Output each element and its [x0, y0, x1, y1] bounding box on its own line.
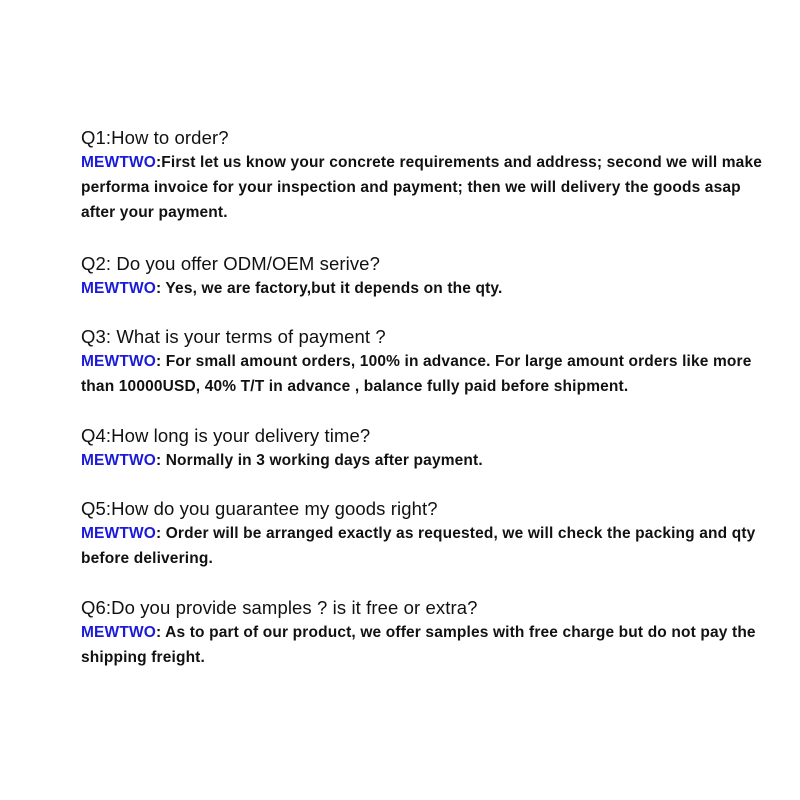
- faq-question: Q6:Do you provide samples ? is it free or extra?: [81, 597, 478, 618]
- faq-answer: [81, 620, 771, 670]
- brand-name: MEWTWO: [81, 624, 156, 641]
- faq-item: [81, 252, 503, 301]
- faq-item: [81, 596, 771, 670]
- faq-answer-text: : Order will be arranged exactly as requested, we will check the packing and qty before delivering.: [81, 525, 756, 567]
- brand-name: MEWTWO: [81, 452, 156, 469]
- faq-item: [81, 497, 771, 571]
- brand-name: MEWTWO: [81, 280, 156, 297]
- faq-question: Q5:How do you guarantee my goods right?: [81, 498, 438, 519]
- faq-answer: [81, 150, 771, 225]
- faq-answer: [81, 448, 483, 473]
- faq-answer-text: : For small amount orders, 100% in advance. For large amount orders like more than 10000USD, 40% T/T in advance , balance fully paid before shipment.: [81, 353, 752, 395]
- faq-answer-text: :First let us know your concrete requirements and address; second we will make performa invoice for your inspection and payment; then we will delivery the goods asap after your payment.: [81, 154, 762, 221]
- faq-answer-text: : Yes, we are factory,but it depends on the qty.: [155, 280, 503, 297]
- brand-name: MEWTWO: [81, 525, 156, 542]
- faq-question: Q2: Do you offer ODM/OEM serive?: [81, 253, 380, 274]
- brand-name: MEWTWO: [81, 154, 156, 171]
- faq-answer: [81, 349, 771, 399]
- faq-answer-text: : Normally in 3 working days after payment.: [155, 452, 483, 469]
- faq-item: [81, 126, 771, 225]
- faq-answer-text: : As to part of our product, we offer samples with free charge but do not pay the shipping freight.: [81, 624, 756, 666]
- faq-answer: [81, 521, 771, 571]
- faq-item: [81, 424, 483, 473]
- faq-question: Q3: What is your terms of payment ?: [81, 326, 386, 347]
- faq-question: Q1:How to order?: [81, 127, 229, 148]
- faq-answer: [81, 276, 503, 301]
- brand-name: MEWTWO: [81, 353, 156, 370]
- faq-item: [81, 325, 771, 399]
- faq-question: Q4:How long is your delivery time?: [81, 425, 371, 446]
